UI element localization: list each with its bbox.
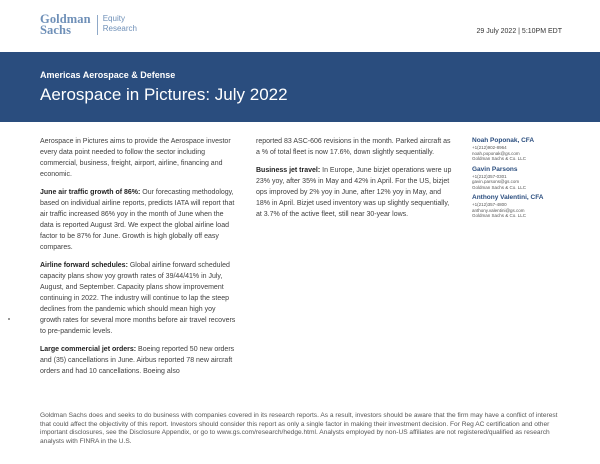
- body-column-middle: [256, 136, 454, 227]
- paragraph-text: Our forecasting methodology, based on individual airline reports, predicts IATA will report that air traffic increased 86% yoy in the month of June when the data is reported August 3rd. We expect the global airline load factor to be 87% for June. Growth is high globally off easy compares.: [40, 189, 235, 251]
- author-card: [472, 166, 572, 191]
- author-name[interactable]: Anthony Valentini, CFA: [472, 194, 544, 201]
- paragraph-lead: Large commercial jet orders:: [40, 346, 137, 353]
- author-name[interactable]: Gavin Parsons: [472, 165, 518, 173]
- paragraph-jet-orders-continued: reported 83 ASC-606 revisions in the month. Parked aircraft as a % of total fleet is now 17.6%, down slightly sequentially.: [256, 138, 451, 156]
- paragraph-jet-orders: [40, 344, 236, 377]
- logo-sub-line-1: Equity: [102, 14, 125, 23]
- author-phone: +1(212)902-8964: [472, 145, 507, 150]
- author-firm: Goldman Sachs & Co. LLC: [472, 184, 527, 190]
- paragraph-business-jet: [256, 165, 454, 220]
- author-phone: +1(212)357-4800: [472, 202, 507, 207]
- report-date: 29 July 2022 | 5:10PM EDT: [476, 28, 562, 35]
- report-title: Aerospace in Pictures: July 2022: [40, 85, 288, 104]
- logo-divider: [97, 15, 98, 35]
- author-firm: Goldman Sachs & Co. LLC: [472, 213, 527, 218]
- body-column-left: [40, 136, 236, 384]
- paragraph-text: Boeing reported 50 new orders and (35) cancellations in June. Airbus reported 78 new aircraft orders and had 10 cancellations. Boeing also: [40, 346, 235, 375]
- paragraph-lead: Airline forward schedules:: [40, 262, 128, 269]
- logo-line-2: Sachs: [40, 22, 72, 37]
- logo-wordmark: [40, 14, 91, 35]
- paragraph-lead: Business jet travel:: [256, 167, 321, 174]
- author-email[interactable]: noah.poponak@gs.com: [472, 150, 520, 156]
- author-phone: +1(212)357-0301: [472, 173, 507, 179]
- author-email[interactable]: anthony.valentini@gs.com: [472, 207, 525, 213]
- disclaimer-text: Goldman Sachs does and seeks to do business with companies covered in its research reports. As a result, investors should be aware that the firm may have a conflict of interest that could affect the objectivity of this report. Investors should consider this report as only a single factor in making their investment decision. For Reg AC certification and other important disclosures, see the Disclosure Appendix, or go to www.gs.com/research/hedge.html. Analysts employed by non-US affiliates are not registered/qualified as research analysts with FINRA in the U.S.: [40, 412, 558, 445]
- logo-equity-research: [103, 14, 137, 34]
- margin-mark: [8, 318, 10, 320]
- title-banner: [0, 52, 600, 122]
- author-list: [472, 137, 572, 223]
- paragraph-lead: June air traffic growth of 86%:: [40, 189, 141, 196]
- author-card: [472, 194, 572, 219]
- paragraph-air-traffic: [40, 187, 236, 253]
- goldman-sachs-logo: [40, 14, 137, 35]
- author-email[interactable]: gavin.parsons@gs.com: [472, 179, 520, 184]
- logo-sub-line-2: Research: [102, 24, 137, 33]
- logo-line-1: Goldman: [40, 12, 91, 26]
- author-name[interactable]: Noah Poponak, CFA: [472, 137, 535, 144]
- author-firm: Goldman Sachs & Co. LLC: [472, 156, 527, 161]
- intro-paragraph: Aerospace in Pictures aims to provide the Aerospace investor every data point needed to follow the sector including commercial, business, freight, airport, airline, financing and economic.: [40, 138, 231, 178]
- paragraph-text: In Europe, June bizjet operations were up 23% yoy, after 35% in May and 42% in April. For the US, bizjet ops improved by 2% yoy in June, after 12% yoy in May, and 18% in April. Bizjet used inventory was up slightly sequentially, at 3.7% of the active fleet, still near 30-year lows.: [256, 167, 452, 218]
- author-card: [472, 137, 572, 162]
- report-header: [0, 0, 600, 52]
- paragraph-text: Global airline forward scheduled capacity plans show yoy growth rates of 39/44/41% in July, August, and September. Capacity plans show improvement continuing in 2022. The industry will continue to lap the steep declines from the pandemic which should mean high yoy growth rates for several more months before air travel recovers to pre-pandemic levels.: [40, 262, 236, 335]
- paragraph-forward-schedules: [40, 260, 236, 337]
- sector-subtitle: Americas Aerospace & Defense: [40, 70, 176, 80]
